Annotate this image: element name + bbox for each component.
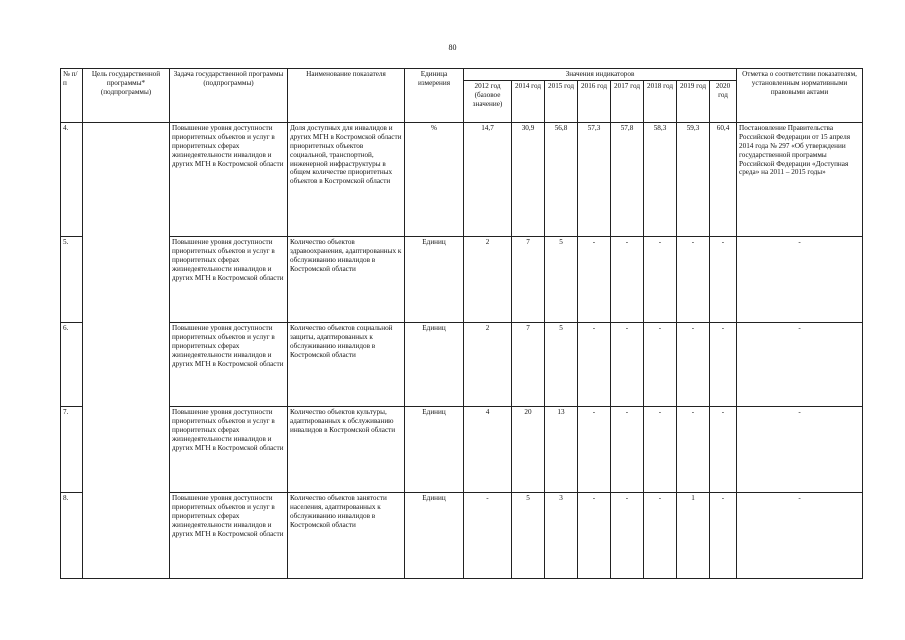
row-value: 5 [545, 322, 578, 406]
row-value: - [677, 322, 710, 406]
header-year: 2020 год [710, 80, 737, 122]
header-unit: Единица измерения [405, 69, 464, 123]
row-value: - [710, 492, 737, 578]
row-value: - [611, 492, 644, 578]
row-value: 56,8 [545, 122, 578, 236]
row-value: - [677, 236, 710, 322]
row-task: Повышение уровня доступности приоритетных объектов и услуг в приоритетных сферах жизнедеятельности инвалидов и других МГН в Костромской области [170, 492, 288, 578]
row-value: - [578, 492, 611, 578]
row-value: - [677, 406, 710, 492]
header-year: 2019 год [677, 80, 710, 122]
table-row [61, 236, 863, 322]
header-goal: Цель государственной программы* (подпрограммы) [83, 69, 170, 123]
indicators-table [60, 68, 863, 579]
row-value: 5 [512, 492, 545, 578]
header-values-group: Значения индикаторов [464, 69, 737, 81]
row-mark: - [737, 492, 863, 578]
row-task: Повышение уровня доступности приоритетных объектов и услуг в приоритетных сферах жизнедеятельности инвалидов и других МГН в Костромской области [170, 122, 288, 236]
row-num: 7. [61, 406, 83, 492]
row-value: - [644, 406, 677, 492]
row-value: 1 [677, 492, 710, 578]
row-value: 20 [512, 406, 545, 492]
row-mark: - [737, 322, 863, 406]
header-year: 2018 год [644, 80, 677, 122]
table-row [61, 122, 863, 236]
header-num: № п/п [61, 69, 83, 123]
row-mark: Постановление Правительства Российской Федерации от 15 апреля 2014 года № 297 «Об утверждении государственной программы Российской Федерации «Доступная среда» на 2011 – 2015 годы» [737, 122, 863, 236]
row-value: 59,3 [677, 122, 710, 236]
row-indicator: Количество объектов культуры, адаптированных к обслуживанию инвалидов в Костромской области [288, 406, 405, 492]
row-task: Повышение уровня доступности приоритетных объектов и услуг в приоритетных сферах жизнедеятельности инвалидов и других МГН в Костромской области [170, 322, 288, 406]
row-unit: Единиц [405, 236, 464, 322]
row-indicator: Количество объектов социальной защиты, адаптированных к обслуживанию инвалидов в Костромской области [288, 322, 405, 406]
row-value: 57,3 [578, 122, 611, 236]
row-value: - [611, 406, 644, 492]
row-value: 14,7 [464, 122, 512, 236]
table-row [61, 322, 863, 406]
row-value: - [644, 492, 677, 578]
table-row [61, 492, 863, 578]
header-year: 2014 год [512, 80, 545, 122]
row-value: 2 [464, 236, 512, 322]
row-num: 5. [61, 236, 83, 322]
header-year: 2017 год [611, 80, 644, 122]
row-unit: Единиц [405, 406, 464, 492]
row-task: Повышение уровня доступности приоритетных объектов и услуг в приоритетных сферах жизнедеятельности инвалидов и других МГН в Костромской области [170, 406, 288, 492]
row-mark: - [737, 406, 863, 492]
row-value: - [464, 492, 512, 578]
row-value: - [710, 406, 737, 492]
goal-cell [83, 122, 170, 578]
row-value: 57,8 [611, 122, 644, 236]
row-unit: Единиц [405, 492, 464, 578]
header-year: 2012 год (базовое значение) [464, 80, 512, 122]
row-mark: - [737, 236, 863, 322]
row-unit: Единиц [405, 322, 464, 406]
row-num: 4. [61, 122, 83, 236]
row-value: 7 [512, 322, 545, 406]
page-number: 80 [448, 43, 457, 52]
row-value: 13 [545, 406, 578, 492]
row-value: - [710, 236, 737, 322]
row-indicator: Доля доступных для инвалидов и других МГН в Костромской области приоритетных объектов социальной, транспортной, инженерной инфраструктуры в общем количестве приоритетных объектов в Костромской области [288, 122, 405, 236]
row-num: 8. [61, 492, 83, 578]
row-value: - [611, 322, 644, 406]
row-value: 30,9 [512, 122, 545, 236]
header-indicator: Наименование показателя [288, 69, 405, 123]
row-value: 5 [545, 236, 578, 322]
row-value: 7 [512, 236, 545, 322]
row-num: 6. [61, 322, 83, 406]
row-value: - [710, 322, 737, 406]
row-value: 4 [464, 406, 512, 492]
row-value: 60,4 [710, 122, 737, 236]
row-indicator: Количество объектов здравоохранения, адаптированных к обслуживанию инвалидов в Костромской области [288, 236, 405, 322]
row-value: - [578, 406, 611, 492]
header-mark: Отметка о соответствии показателям, установленным нормативными правовыми актами [737, 69, 863, 123]
header-year: 2016 год [578, 80, 611, 122]
row-value: - [644, 236, 677, 322]
header-year: 2015 год [545, 80, 578, 122]
row-value: 2 [464, 322, 512, 406]
row-indicator: Количество объектов занятости населения, адаптированных к обслуживанию инвалидов в Костромской области [288, 492, 405, 578]
table-row [61, 406, 863, 492]
row-value: - [611, 236, 644, 322]
row-value: - [578, 322, 611, 406]
row-value: 58,3 [644, 122, 677, 236]
header-task: Задача государственной программы (подпрограммы) [170, 69, 288, 123]
row-value: 3 [545, 492, 578, 578]
row-unit: % [405, 122, 464, 236]
row-value: - [578, 236, 611, 322]
row-value: - [644, 322, 677, 406]
row-task: Повышение уровня доступности приоритетных объектов и услуг в приоритетных сферах жизнедеятельности инвалидов и других МГН в Костромской области [170, 236, 288, 322]
